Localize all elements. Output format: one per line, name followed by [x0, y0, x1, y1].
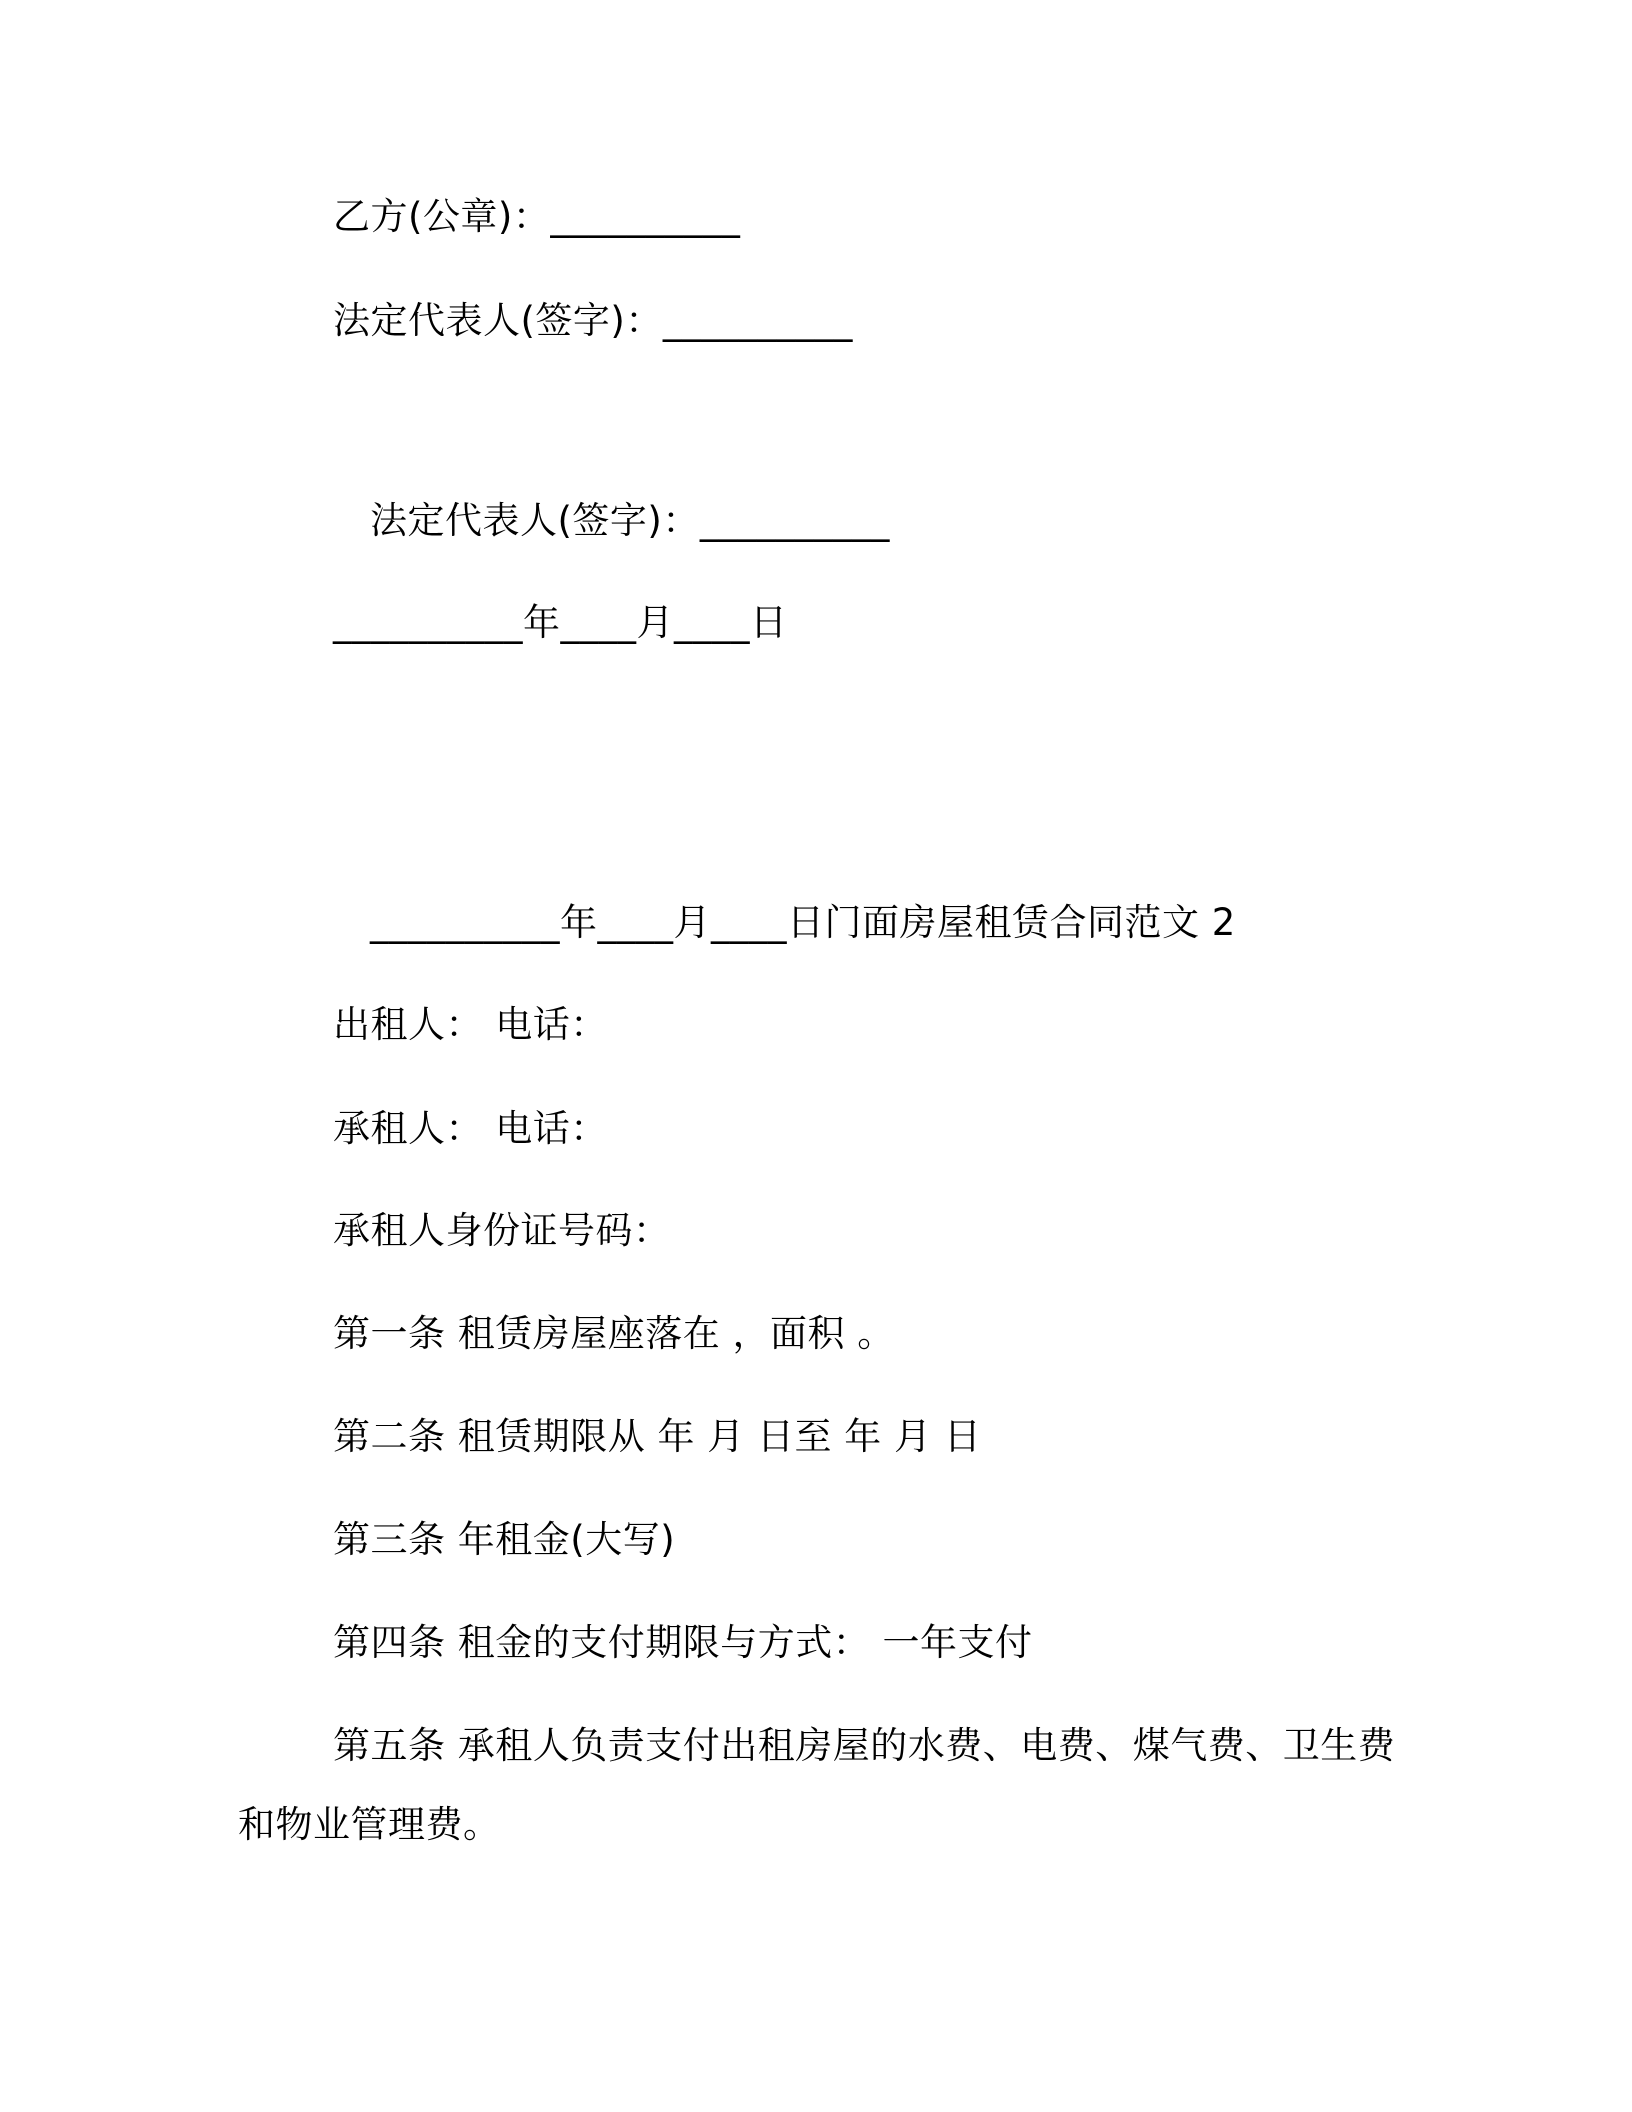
lessor-line: 出租人： 电话： [333, 1003, 608, 1046]
party-b-legal-rep-line: 法定代表人(签字)：__________ [333, 299, 853, 342]
article-4: 第四条 租金的支付期限与方式： 一年支付 [333, 1621, 1033, 1664]
article-3: 第三条 年租金(大写) [333, 1518, 676, 1561]
article-1: 第一条 租赁房屋座落在 ，面积 。 [333, 1312, 895, 1355]
party-b-seal-line: 乙方(公章)：__________ [333, 195, 741, 238]
article-5-line-1: 第五条 承租人负责支付出租房屋的水费、电费、煤气费、卫生费 [333, 1724, 1396, 1767]
contract-title: __________年____月____日门面房屋租赁合同范文 2 [370, 901, 1236, 944]
legal-rep-signature-line: 法定代表人(签字)：__________ [370, 499, 890, 542]
article-2: 第二条 租赁期限从 年 月 日至 年 月 日 [333, 1415, 982, 1458]
lessee-line: 承租人： 电话： [333, 1107, 608, 1150]
article-5-line-2: 和物业管理费。 [238, 1803, 501, 1846]
date-line: __________年____月____日 [333, 601, 788, 644]
lessee-id-line: 承租人身份证号码： [333, 1209, 671, 1252]
